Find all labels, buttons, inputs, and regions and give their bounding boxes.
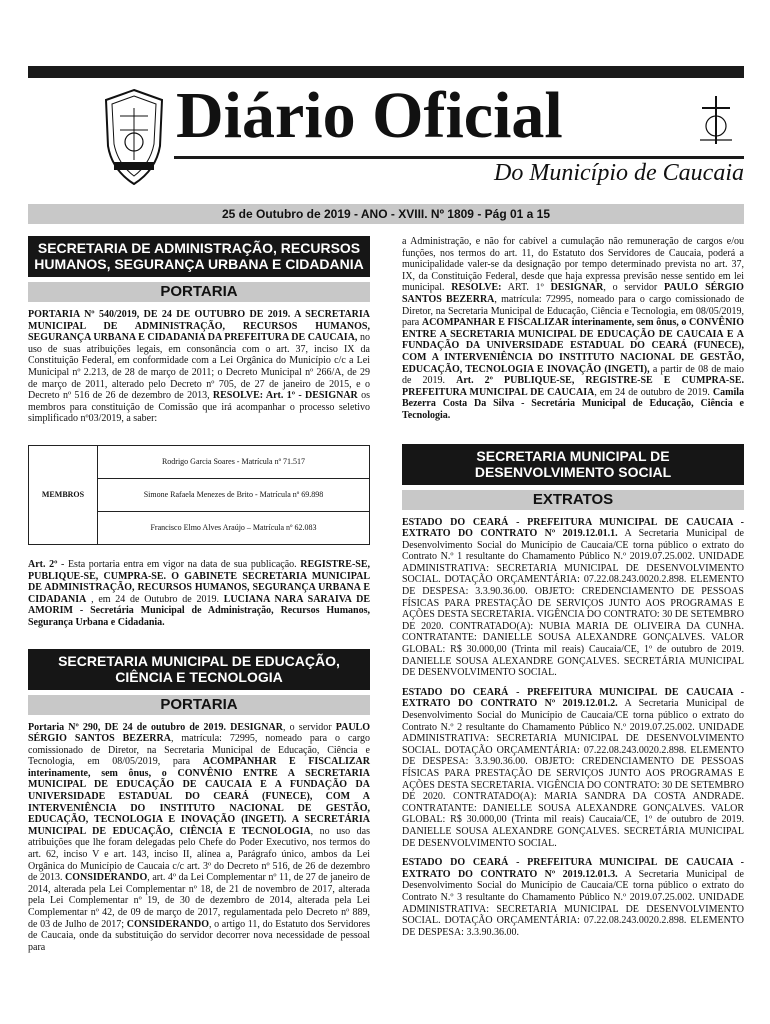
sub-banner-portaria: PORTARIA <box>28 282 370 302</box>
art2-bold: REGISTRE-SE, PUBLIQUE-SE, CUMPRA-SE. O GABINETE SECRETARIA MUNICIPAL DE ADMINISTRAÇÃO, RECURSOS HUMANOS, SEGURANÇA URBANA E CIDADANIA <box>28 558 371 605</box>
section-banner-administracao: SECRETARIA DE ADMINISTRAÇÃO, RECURSOS HUMANOS, SEGURANÇA URBANA E CIDADANIA <box>28 236 370 277</box>
member-row: Simone Rafaela Menezes de Brito - Matrícula nº 69.898 <box>98 479 369 512</box>
member-row: Rodrigo Garcia Soares - Matrícula nº 71.517 <box>98 446 369 479</box>
extrato-1 <box>402 517 744 679</box>
text-span: ART. 1º <box>501 282 551 294</box>
portaria-540-article-2 <box>28 559 370 629</box>
text-span: , em 24 de outubro de 2019. <box>594 386 713 398</box>
portaria-540-heading: PORTARIA Nº 540/2019, DE 24 DE OUTUBRO DE 2019. A SECRETARIA MUNICIPAL DE ADMINISTRAÇÃO, RECURSOS HUMANOS, SEGURANÇA URBANA E CIDADANIA DA PREFEITURA DE CAUCAIA, <box>28 309 370 344</box>
members-label: MEMBROS <box>29 446 98 544</box>
text-span: , o servidor <box>282 721 336 733</box>
extrato-1-body: A Secretaria Municipal de Desenvolvimento Social do Município de Caucaia/CE torna público o extrato do Contrato N.º 1 resultante do Chamamento Público N.º 2019.07.25.002. UNIDADE ADMINISTRATIVA: SECRETARIA MUNICIPAL DE DESENVOLVIMENTO SOCIAL. DOTAÇÃO ORÇAMENTÁRIA: 07.22.08.243.0020.2.898. ELEMENTO DE DESPESA: 3.3.90.36.00. OBJETO: CREDENCIAMENTO DE PESSOAS FÍSICAS PARA PRESTAÇÃO DE SERVIÇOS JUNTO AOS PROGRAMAS E AÇÕES DESTA SECRETARIA. VIGÊNCIA DO CONTRATO: 30 DE SETEMBRO DE 2020. CONTRATADO(A): NUBIA MARIA DE OLIVEIRA DA CUNHA. CONTRATANTE: DANIELLE SOUSA ALEXANDRE GONÇALVES. VALOR GLOBAL: R$ 30.000,00 (Trinta mil reais) Caucaia/CE, 1º de outubro de 2019. DANIELLE SOUSA ALEXANDRE GONÇALVES. SECRETÁRIA MUNICIPAL DE DESENVOLVIMENTO SOCIAL. <box>402 528 744 679</box>
bold-span: PAULO SÉRGIO SANTOS BEZERRA <box>402 282 744 305</box>
text-span: a partir de 08 de maio de 2019. <box>402 363 745 387</box>
bold-span: ACOMPANHAR E FISCALIZAR interinamente, sem ônus, o CONVÊNIO ENTRE A SECRETARIA MUNICIPAL DE EDUCAÇÃO DE CAUCAIA E A FUNDAÇÃO DA UNIVERSIDADE ESTADUAL DO CEARÁ (FUNECE), COM A INTERVENIÊNCIA DO INSTITUTO NACIONAL DE GESTÃO, EDUCAÇÃO, TECNOLOGIA E INOVAÇÃO (INGETI). A SECRETÁRIA MUNICIPAL DE EDUCAÇÃO, CIÊNCIA E TECNOLOGIA <box>28 756 371 837</box>
bold-span: DESIGNAR <box>550 282 604 294</box>
extrato-3-heading: ESTADO DO CEARÁ - PREFEITURA MUNICIPAL DE CAUCAIA - EXTRATO DO CONTRATO Nº 2019.12.01.3. <box>402 857 744 880</box>
extrato-1-heading: ESTADO DO CEARÁ - PREFEITURA MUNICIPAL DE CAUCAIA - EXTRATO DO CONTRATO Nº 2019.12.01.1. <box>402 516 744 540</box>
art2-signature: LUCIANA NARA SARAIVA DE AMORIM - Secretária Municipal de Administração, Recursos Humanos, Segurança Urbana e Cidadania. <box>28 593 370 628</box>
text-span: , no uso das atribuições que lhe foram delegadas pelo Chefe do Poder Executivo, nos termos do art. 62, inciso V e art. 143, inciso II, alínea a, Parágrafo único, ambos da Lei Orgânica do Município de Caucaia c/c art. 3º do Decreto nº 516, de 26 de dezembro de 2013. <box>28 825 370 884</box>
caucaia-coat-of-arms-logo <box>100 86 168 190</box>
portaria-540-body: no uso de suas atribuições legais, em consonância com o art. 37, inciso IX da Constituição Federal, em conformidade com a Lei Orgânica do Município c/c a Lei Municipal nº 2.213, de 28 de março de 2011; o Decreto Municipal nº 266/A, de 29 de março de 2011, alterado pelo Decreto nº 705, de 27 de janeiro de 2015, e o Decreto nº 516 de 26 de dezembro de 2013, <box>28 332 370 402</box>
journal-subtitle: Do Município de Caucaia <box>494 160 744 186</box>
portaria-540-resolve: RESOLVE: Art. 1º - DESIGNAR <box>212 390 358 402</box>
header-top-bar <box>28 66 744 78</box>
text-span: , o servidor <box>603 282 665 294</box>
bold-span: Camila Bezerra Costa Da Silva - Secretária Municipal de Educação, Ciência e Tecnologia. <box>402 386 745 421</box>
portaria-290-continuation <box>402 236 744 422</box>
bold-span: CONSIDERANDO <box>65 872 148 884</box>
right-column <box>402 236 744 938</box>
member-row: Francisco Elmo Alves Araújo – Matrícula nº 62.083 <box>150 523 317 533</box>
extrato-3 <box>402 857 744 938</box>
section-banner-desenvolvimento-social: SECRETARIA MUNICIPAL DE DESENVOLVIMENTO SOCIAL <box>402 444 744 485</box>
portaria-540-end: os membros para constituição de Comissão que irá acompanhar o processo seletivo simplificado nº03/2019, a saber: <box>28 390 370 425</box>
art2-text: - Esta portaria entra em vigor na data de sua publicação. <box>57 558 301 570</box>
bold-span: CONSIDERANDO <box>126 918 209 930</box>
art2-date: , em 24 de Outubro de 2019. <box>86 593 224 605</box>
extrato-2-heading: ESTADO DO CEARÁ - PREFEITURA MUNICIPAL DE CAUCAIA - EXTRATO DO CONTRATO Nº 2019.12.01.2. <box>402 686 744 710</box>
text-span: , o artigo 11, do Estatuto dos Servidores de Caucaia, onde da substituição do servidor decorrer nova necessidade de pessoal para <box>28 918 371 953</box>
extrato-2-body: A Secretaria Municipal de Desenvolvimento Social do Município de Caucaia/CE torna público o extrato do Contrato N.º 2 resultante do Chamamento Público N.º 2019.07.25.002. UNIDADE ADMINISTRATIVA: SECRETARIA MUNICIPAL DE DESENVOLVIMENTO SOCIAL. DOTAÇÃO ORÇAMENTÁRIA: 07.22.08.243.0020.2.898. ELEMENTO DE DESPESA: 3.3.90.36.00. OBJETO: CREDENCIAMENTO DE PESSOAS FÍSICAS PARA PRESTAÇÃO DE SERVIÇOS JUNTO AOS PROGRAMAS E AÇÕES DESTA SECRETARIA. VIGÊNCIA DO CONTRATO: 30 DE SETEMBRO DE 2020. CONTRATADO(A): MARIA SANDRA DA COSTA ANDRADE. CONTRATANTE: DANIELLE SOUSA ALEXANDRE GONÇALVES. VALOR GLOBAL: R$ 30.000,00 (Trinta mil reais) Caucaia/CE, 1º de outubro de 2019. DANIELLE SOUSA ALEXANDRE GONÇALVES. SECRETÁRIA MUNICIPAL DE DESENVOLVIMENTO SOCIAL. <box>402 698 744 849</box>
sub-banner-portaria-2: PORTARIA <box>28 695 370 715</box>
portaria-290-text <box>28 722 370 954</box>
bold-span: PAULO SÉRGIO SANTOS BEZERRA <box>28 721 370 745</box>
bold-span: Art. 2º PUBLIQUE-SE, REGISTRE-SE E CUMPRA-SE. PREFEITURA MUNICIPAL DE CAUCAIA <box>402 375 744 398</box>
cross-emblem-icon <box>690 90 742 150</box>
art2-label: Art. 2º <box>28 558 58 570</box>
sub-banner-extratos: EXTRATOS <box>402 490 744 510</box>
text-span: a Administração, e não for cabível a cumulação não remuneração de cargos e/ou funções, nos termos do art. 11, do Estatuto dos Servidores de Caucaia, poderá a municipalidade valer-se da designação por tempo determinado prevista no art. 37, IX, da Constituição Federal, desde que haja expressa previsão nesse sentido em lei municipal. <box>402 236 744 294</box>
extrato-3-body: A Secretaria Municipal de Desenvolvimento Social do Município de Caucaia/CE torna público o extrato do Contrato N.º 3 resultante do Chamamento Público N.º 2019.07.25.002. UNIDADE ADMINISTRATIVA: SECRETARIA MUNICIPAL DE DESENVOLVIMENTO SOCIAL. DOTAÇÃO ORÇAMENTÁRIA: 07.22.08.243.0020.2.898. ELEMENTO DE DESPESA: 3.3.90.36.00. <box>402 868 744 938</box>
portaria-540-text <box>28 309 370 425</box>
text-span: , matrícula: 72995, nomeado para o cargo comissionado de Diretor, na Secretaria Municipal de Educação, Ciência e Tecnologia, em 08/05/2019, para <box>402 293 745 329</box>
bold-span: RESOLVE: <box>451 282 502 294</box>
members-table <box>28 445 370 545</box>
portaria-290-heading: Portaria Nº 290, DE 24 de outubro de 2019. DESIGNAR <box>28 721 283 733</box>
text-span: , art. 4º da Lei Complementar nº 11, de 27 de janeiro de 2014, alterada pela Lei Complementar nº 18, de 21 de novembro de 2017, alterada pela Lei Complementar nº 19, de 30 de dezembro de 2014, alterada pela Lei Complementar nº 42, de 09 de março de 2017, regulamentada pelo Decreto nº 889, de 03 de Julho de 2017; <box>28 872 370 930</box>
journal-title: Diário Oficial <box>176 79 563 152</box>
edition-dateline: 25 de Outubro de 2019 - ANO - XVIII. Nº 1809 - Pág 01 a 15 <box>28 204 744 224</box>
bold-span: ACOMPANHAR E FISCALIZAR interinamente, sem ônus, o CONVÊNIO ENTRE A SECRETARIA MUNICIPAL DE EDUCAÇÃO DE CAUCAIA E A FUNDAÇÃO DA UNIVERSIDADE ESTADUAL DO CEARÁ (FUNECE), COM A INTERVENIÊNCIA DO INSTITUTO NACIONAL DE GESTÃO, EDUCAÇÃO, TECNOLOGIA E INOVAÇÃO (INGETI), <box>402 317 744 375</box>
text-span: , matrícula: 72995, nomeado para o cargo comissionado de Diretor, na Secretaria Municipal de Educação, Ciência e Tecnologia, em 08/05/2019, para <box>28 733 370 768</box>
section-banner-educacao: SECRETARIA MUNICIPAL DE EDUCAÇÃO, CIÊNCIA E TECNOLOGIA <box>28 649 370 690</box>
extrato-2 <box>402 687 744 849</box>
left-column <box>28 236 370 953</box>
